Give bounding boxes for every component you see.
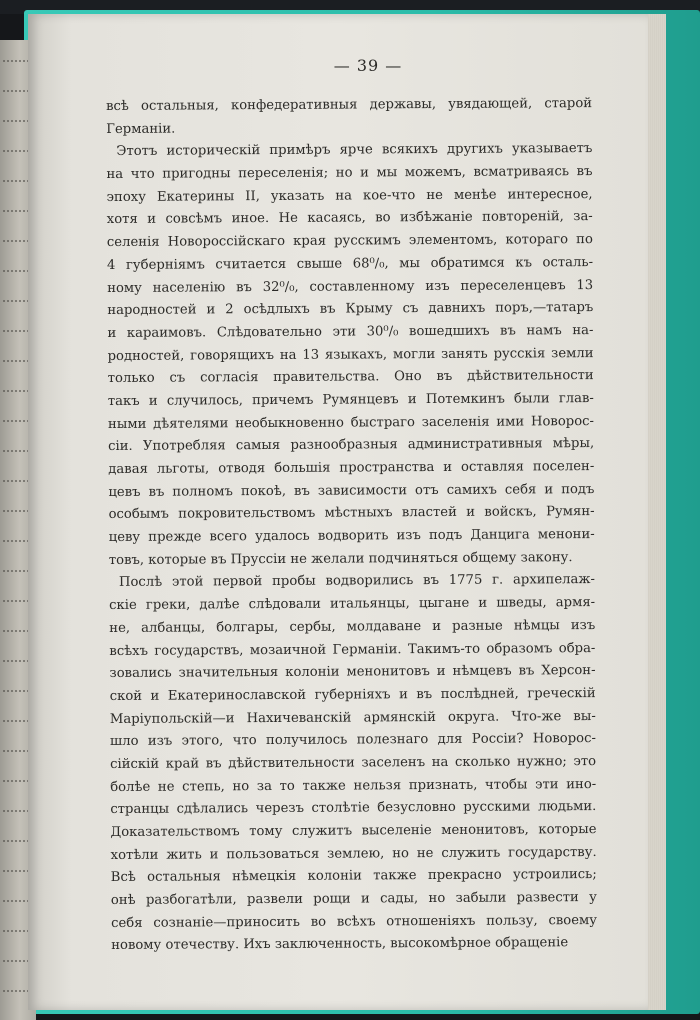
page-number: — 39 — [333,56,403,75]
text-line: Этотъ историческій примѣръ ярче всякихъ другихъ указываетъ [116,141,593,160]
text-line: эпоху Екатерины II, указать на кое-что не менѣе интересное, [106,186,593,205]
page-body-text [106,93,597,958]
text-line: зовались значительныя колоніи менонитовъ и нѣмцевъ въ Херсон- [109,663,596,682]
text-line: родностей, говорящихъ на 13 языкахъ, могли занять русскія земли [107,345,594,364]
text-line: товъ, которые въ Пруссіи не желали подчиняться общему закону. [108,549,573,568]
text-line: цеву прежде всего удалось водворить изъ подъ Данцига менони- [108,527,595,546]
text-line: 4 губерніямъ считается свыше 68⁰/₀, мы обратимся къ осталь- [106,254,594,273]
text-line: странцы сдѣлались черезъ столѣтіе безусловно русскими людьми. [110,799,597,818]
text-line: хотѣли жить и пользоваться землею, но не служить государству. [110,844,597,863]
text-line: Германіи. [106,121,176,137]
text-line: шло изъ этого, что получилось полезнаго для Россіи? Новорос- [109,731,596,750]
text-line: и караимовъ. Слѣдовательно эти 30⁰/₀ вошедшихъ въ намъ на- [107,322,594,341]
text-line: болѣе не степь, но за то также нельзя признать, чтобы эти ино- [110,776,597,795]
text-line: хотя и совсѣмъ иное. Не касаясь, во избѣжаніе повтореній, за- [106,209,593,228]
text-line: Маріупольскій—и Нахичеванскій армянскій округа. Что-же вы- [109,708,596,727]
text-line: только съ согласія правительства. Оно въ дѣйствительности [107,368,594,387]
text-line: сіи. Употребляя самыя разнообразныя административныя мѣры, [108,436,595,455]
text-line: Послѣ этой первой пробы водворились въ 1775 г. архипелаж- [118,572,596,591]
text-line: Всѣ остальныя нѣмецкія колоніи также прекрасно устроились; [110,867,597,886]
text-line: такъ и случилось, причемъ Румянцевъ и Потемкинъ были глав- [107,390,594,409]
book-page [28,14,648,1010]
text-line: ному населенію въ 32⁰/₀, составленному изъ переселенцевъ 13 [107,277,594,296]
text-line: селенія Новороссійскаго края русскимъ элементомъ, котораго по [106,232,593,251]
text-line: цевъ въ полномъ покоѣ, въ зависимости отъ самихъ себя и подъ [108,481,595,500]
text-line: на что пригодны переселенія; но и мы можемъ, всматриваясь въ [106,164,593,183]
text-line: особымъ покровительствомъ мѣстныхъ властей и войскъ, Румян- [108,504,595,523]
text-line: скіе греки, далѣе слѣдовали итальянцы, цыгане и шведы, армя- [109,595,596,614]
text-line: онѣ разбогатѣли, развели рощи и сады, но забыли развести у [110,890,597,909]
text-line: ской и Екатеринославской губерніяхъ и въ послѣдней, греческій [109,685,596,704]
text-line: себя сознаніе—приносить во всѣхъ отношеніяхъ пользу, своему [111,912,598,931]
text-line: давая льготы, отводя большія пространства и оставляя поселен- [108,459,595,477]
text-line: сійскій край въ дѣйствительности заселенъ на сколько нужно; это [110,753,597,772]
text-line: ными дѣятелями необыкновенно быстраго заселенія ими Новорос- [107,413,595,432]
text-line: народностей и 2 осѣдлыхъ въ Крыму съ давнихъ поръ,—татаръ [107,300,594,319]
text-line: не, албанцы, болгары, сербы, молдаване и разные нѣмцы изъ [109,617,596,636]
text-line: всѣхъ государствъ, мозаичной Германіи. Такимъ-то образомъ обра- [109,640,596,659]
text-line: всѣ остальныя, конфедеративныя державы, увядающей, старой [106,96,593,114]
text-line: новому отечеству. Ихъ заключенность, высокомѣрное обращеніе [111,935,569,954]
text-line: Доказательствомъ тому служитъ выселеніе менонитовъ, которые [110,822,597,840]
